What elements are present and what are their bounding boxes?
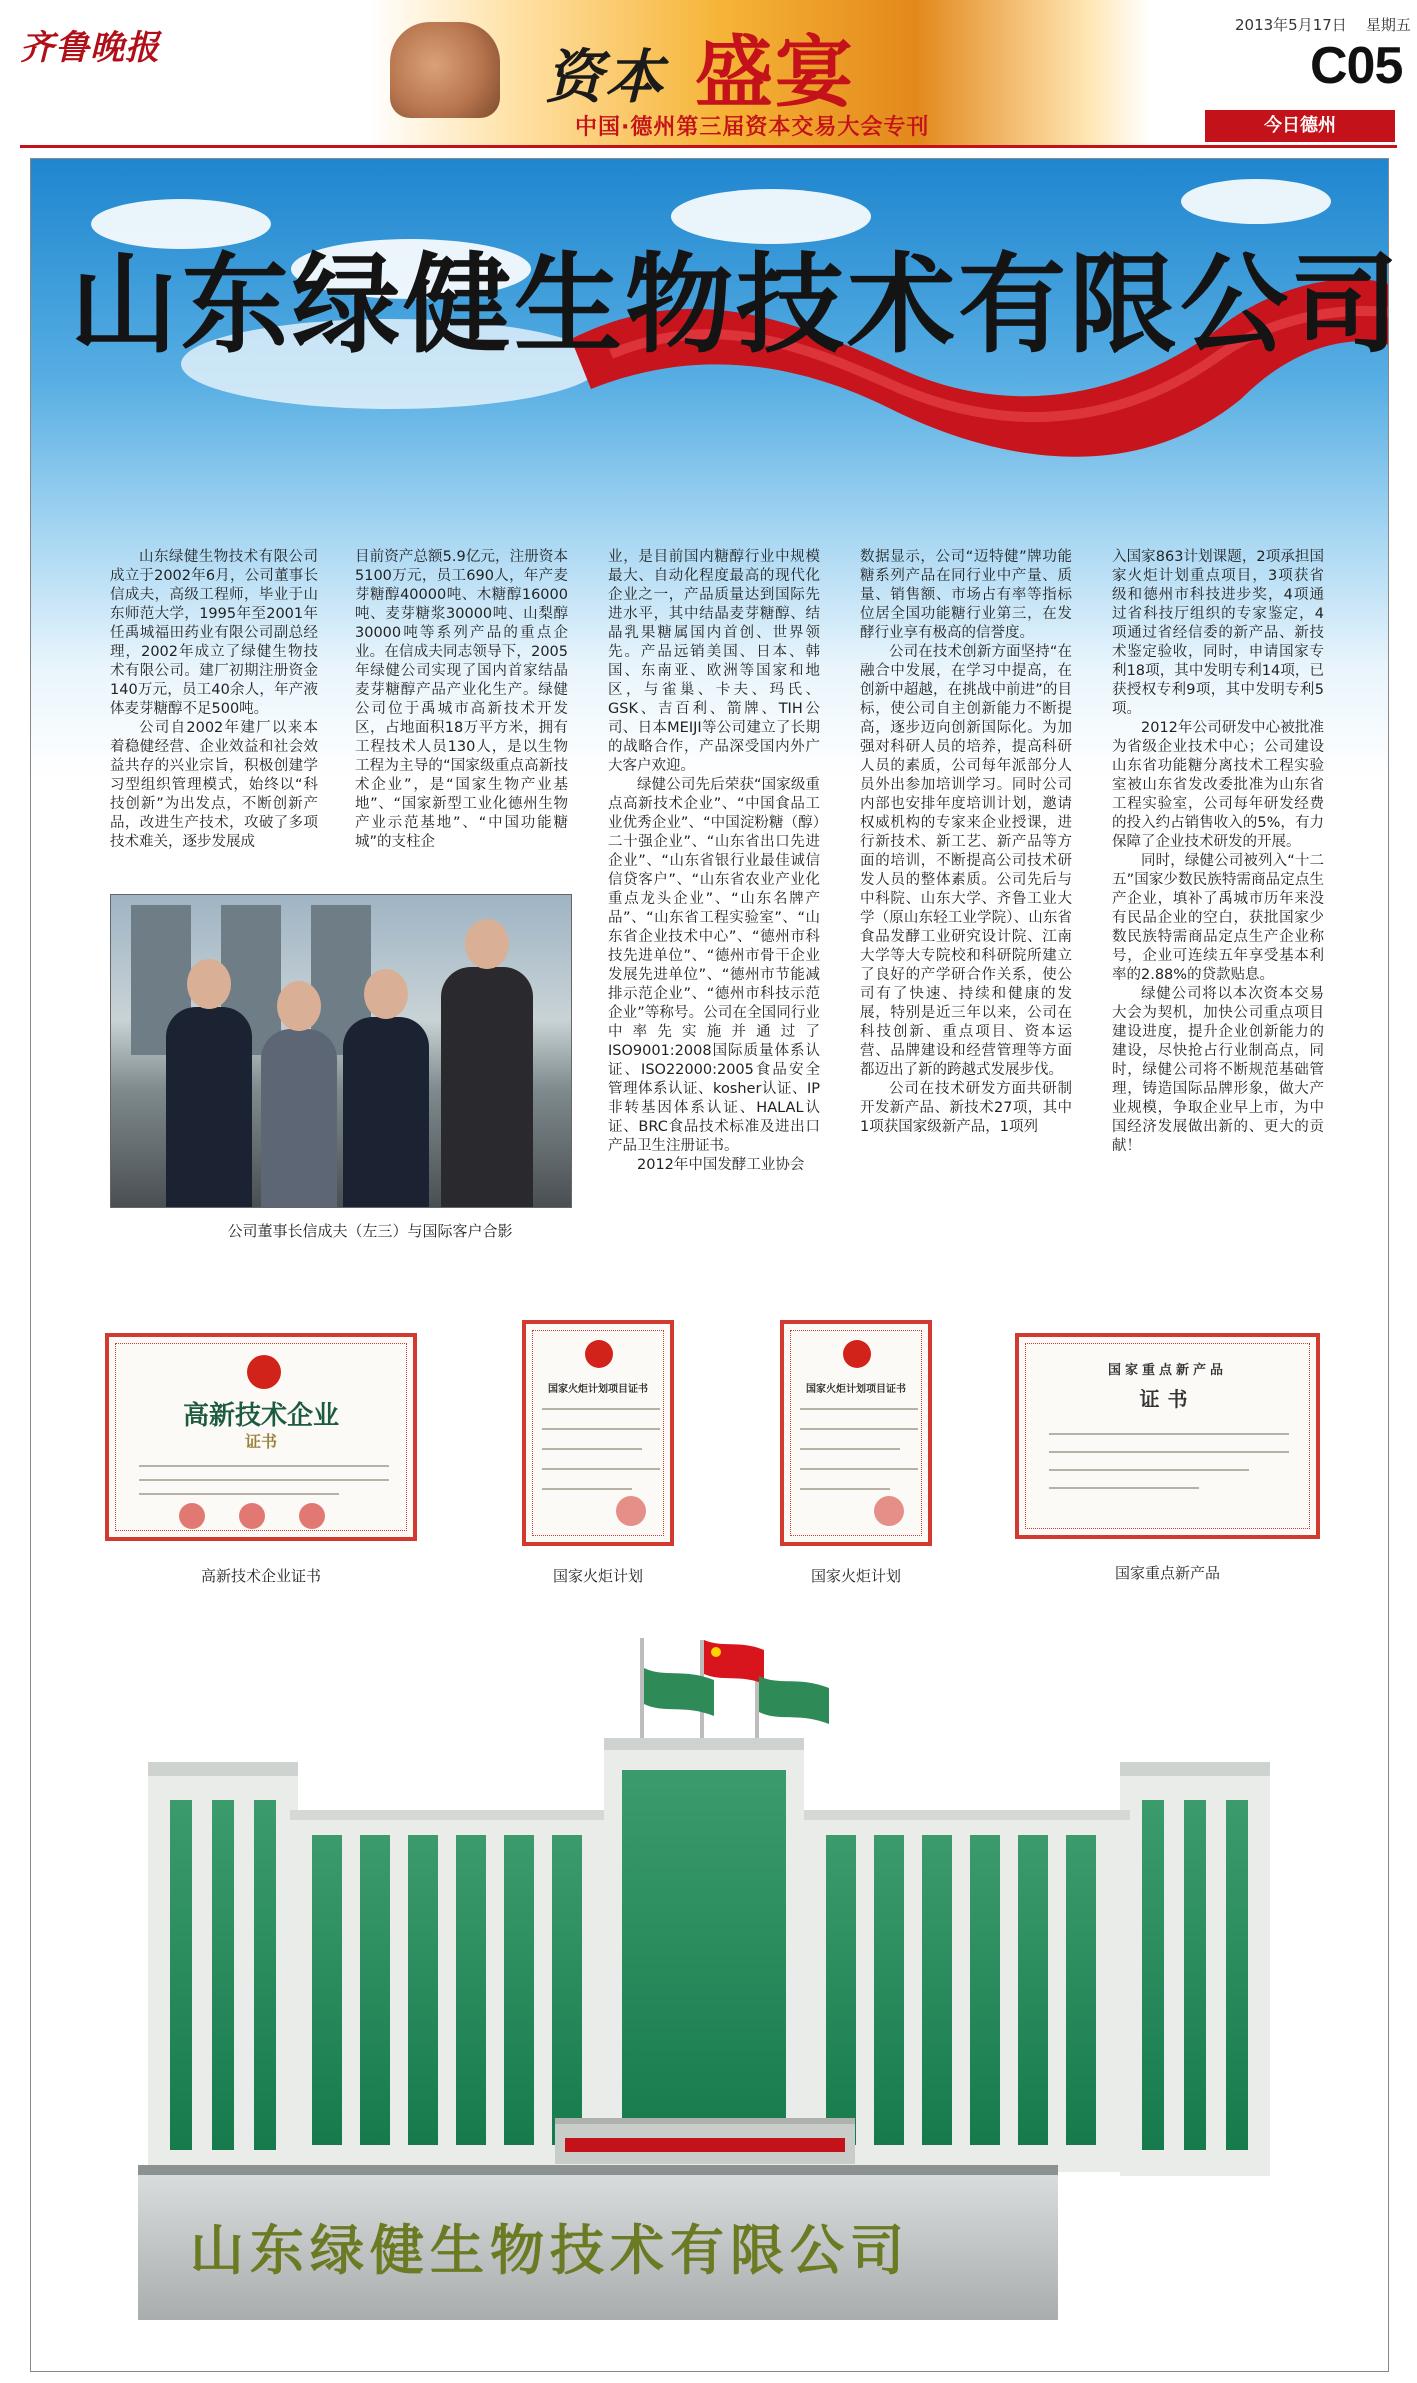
dateline — [1235, 14, 1411, 35]
glass-curtain — [922, 1835, 952, 2145]
glass-curtain-center — [622, 1770, 786, 2150]
column-3 — [608, 548, 820, 1175]
emblem-icon — [585, 1340, 613, 1368]
column-1 — [110, 548, 318, 852]
glass-curtain — [874, 1835, 904, 2145]
glass-curtain — [1226, 1800, 1248, 2150]
glass-curtain — [1018, 1835, 1048, 2145]
paragraph: 同时，绿健公司被列入“十二五”国家少数民族特需商品定点生产企业，填补了禹城市历年来没有民品企业的空白，获批国家少数民族特需商品定点生产企业称号，企业可连续五年享受基本利率的2.88%的贷款贴息。 — [1112, 853, 1324, 983]
red-banner-strip — [565, 2138, 845, 2152]
gate-sign: 山东绿健生物技术有限公司 — [190, 2218, 910, 2282]
glass-curtain — [826, 1835, 856, 2145]
banner-title-b: 盛宴 — [695, 27, 856, 118]
glass-curtain — [312, 1835, 342, 2145]
glass-curtain — [170, 1800, 192, 2150]
person — [166, 1007, 252, 1207]
certificate-caption: 国家火炬计划 — [810, 1567, 901, 1585]
certificate-subtitle: 证书 — [244, 1432, 277, 1451]
emblem-icon — [843, 1340, 871, 1368]
headline: 山东绿健生物技术有限公司 — [70, 243, 1403, 368]
glass-curtain — [456, 1835, 486, 2145]
column-4 — [860, 548, 1072, 1137]
seal-icon — [299, 1503, 325, 1529]
paragraph: 公司自2002年建厂以来本着稳健经营、企业效益和社会效益共存的兴业宗旨，积极创建学习型组织管理模式，始终以“科技创新”为出发点，不断创新产品，改进生产技术，攻破了多项技术难关，逐步发展成 — [110, 720, 318, 850]
person — [261, 1029, 337, 1207]
torch-plan-certificate-1 — [522, 1320, 674, 1546]
glass-curtain — [254, 1800, 276, 2150]
paragraph: 目前资产总额5.9亿元，注册资本5100万元，员工690人，年产麦芽糖醇40000吨、木糖醇16000吨、麦芽糖浆30000吨、山梨醇30000吨等系列产品的重点企业。在信成夫同志领导下，2005年绿健公司实现了国内首家结晶麦芽糖醇产品产业化生产。绿健公司位于禹城市高新技术开发区，占地面积18万平方米，拥有工程技术人员130人，是以生物工程为主导的“国家级重点高新技术企业”，是“国家生物产业基地”、“国家新型工业化德州生物产业示范基地”、“中国功能糖城”的支柱企 — [355, 549, 568, 850]
certificate-caption: 国家重点新产品 — [1114, 1564, 1220, 1582]
page-number: C05 — [1310, 37, 1403, 95]
certificate-caption: 国家火炬计划 — [552, 1567, 643, 1585]
certificate-title: 国家重点新产品 — [1107, 1363, 1227, 1378]
issue-date: 2013年5月17日 — [1235, 16, 1347, 34]
glass-curtain — [1184, 1800, 1206, 2150]
glass-curtain — [1066, 1835, 1096, 2145]
masthead — [0, 0, 1417, 150]
glass-curtain — [408, 1835, 438, 2145]
person — [441, 967, 533, 1207]
banner-subtitle: 中国·德州第三届资本交易大会专刊 — [575, 115, 930, 140]
paragraph: 数据显示，公司“迈特健”牌功能糖系列产品在同行业中产量、质量、销售额、市场占有率等指标位居全国功能糖行业第三，在发酵行业享有极高的信誉度。 — [860, 549, 1072, 641]
certificate-title: 高新技术企业 — [182, 1401, 339, 1431]
torch-plan-certificate-2 — [780, 1320, 932, 1546]
seal-icon — [179, 1503, 205, 1529]
column-5 — [1112, 548, 1324, 1156]
paragraph: 绿健公司将以本次资本交易大会为契机，加快公司重点项目建设进度，提升企业创新能力的建设，尽快抢占行业制高点，同时，绿健公司将不断规范基础管理，铸造国际品牌形象，做大产业规模，争取企业早上市，为中国经济发展做出新的、更大的贡献！ — [1112, 986, 1324, 1154]
glass-curtain — [212, 1800, 234, 2150]
national-flag — [704, 1640, 764, 1686]
certificate-subtitle: 证书 — [1139, 1387, 1196, 1411]
certificate-title: 国家火炬计划项目证书 — [806, 1384, 906, 1395]
paragraph: 业，是目前国内糖醇行业中规模最大、自动化程度最高的现代化企业之一，产品质量达到国际先进水平，其中结晶麦芽糖醇、结晶乳果糖属国内首创、世界领先。产品远销美国、日本、韩国、东南亚、欧洲等国家和地区，与雀巢、卡夫、玛氏、GSK、吉百利、箭牌、TIH公司、日本MEIJI等公司建立了长期的战略合作，产品深受国内外广大客户欢迎。 — [608, 549, 820, 774]
handshake-icon — [390, 22, 500, 118]
seal-icon — [874, 1496, 904, 1526]
glass-curtain — [552, 1835, 582, 2145]
paragraph: 绿健公司先后荣获“国家级重点高新技术企业”、“中国食品工业优秀企业”、“中国淀粉糖（醇）二十强企业”、“山东省出口先进企业”、“山东省银行业最佳诚信信贷客户”、“山东省农业产业化重点龙头企业”、“山东名牌产品”、“山东省工程实验室”、“山东省企业技术中心”、“德州市科技先进单位”、“德州市骨干企业发展先进单位”、“德州市节能减排示范企业”、“德州市科技示范企业”等称号。公司在全国同行业中率先实施并通过了ISO9001:2008国际质量体系认证、ISO22000:2005食品安全管理体系认证、kosher认证、IP非转基因体系认证、HALAL认证、BRC食品技术标准及进出口产品卫生注册证书。 — [608, 777, 820, 1154]
glass-curtain — [1142, 1800, 1164, 2150]
glass-curtain — [360, 1835, 390, 2145]
paragraph: 公司在技术创新方面坚持“在融合中发展，在学习中提高，在创新中超越，在挑战中前进”的目标，使公司自主创新能力不断提高，逐步迈向创新国际化。为加强对科研人员的培养，提高科研人员的素质，公司每年派部分人员外出参加培训学习。同时公司内部也安排年度培训计划，邀请权威机构的专家来企业授课，进行新技术、新工艺、新产品等方面的培训，不断提高公司技术研发人员的整体素质。公司先后与中科院、山东大学、齐鲁工业大学（原山东轻工业学院）、山东省食品发酵工业研究设计院、江南大学等大专院校和科研院所建立了良好的产学研合作关系，使公司有了快速、持续和健康的发展，特别是近三年以来，公司在科技创新、重点项目、资本运营、品牌建设和经营管理等方面都迈出了新的跨越式发展步伐。 — [860, 644, 1072, 1078]
section-tag: 今日德州 — [1205, 110, 1395, 142]
special-issue-banner — [370, 0, 1150, 148]
masthead-rule — [20, 145, 1397, 148]
paragraph: 2012年中国发酵工业协会 — [637, 1157, 805, 1173]
banner-title-a: 资本 — [545, 43, 666, 111]
glass-curtain — [504, 1835, 534, 2145]
key-new-product-certificate — [1015, 1333, 1320, 1539]
seal-icon — [239, 1503, 265, 1529]
high-tech-certificate — [105, 1333, 417, 1541]
seal-icon — [616, 1496, 646, 1526]
paragraph: 入国家863计划课题，2项承担国家火炬计划重点项目，3项获省级和德州市科技进步奖，4项通过省科技厅组织的专家鉴定，4项通过省经信委的新产品、新技术鉴定验收，同时，申请国家专利18项，其中发明专利14项，已获授权专利9项，其中发明专利5项。 — [1112, 549, 1324, 717]
certificate-caption: 高新技术企业证书 — [200, 1567, 321, 1585]
paragraph: 山东绿健生物技术有限公司成立于2002年6月，公司董事长信成夫，高级工程师，毕业于山东师范大学，1995年至2001年任禹城福田药业有限公司副总经理，2002年成立了绿健生物技术有限公司。建厂初期注册资金140万元，员工40余人，年产液体麦芽糖醇不足500吨。 — [110, 549, 318, 717]
emblem-icon — [247, 1355, 281, 1389]
photo-caption: 公司董事长信成夫（左三）与国际客户合影 — [227, 1222, 513, 1240]
issue-weekday: 星期五 — [1365, 16, 1411, 34]
flag-right — [759, 1676, 829, 1726]
group-photo — [110, 894, 572, 1208]
person — [343, 1017, 429, 1207]
paragraph: 公司在技术研发方面共研制开发新产品、新技术27项，其中1项获国家级新产品，1项列 — [860, 1081, 1072, 1135]
column-2 — [355, 548, 568, 852]
certificate-title: 国家火炬计划项目证书 — [548, 1384, 648, 1395]
glass-curtain — [970, 1835, 1000, 2145]
paragraph: 2012年公司研发中心被批准为省级企业技术中心；公司建设山东省功能糖分离技术工程实验室被山东省发改委批准为山东省工程实验室，公司每年研发经费的投入约占销售收入的5%，有力保障了企业技术研发的开展。 — [1112, 720, 1324, 850]
newspaper-brand: 齐鲁晚报 — [20, 28, 160, 68]
